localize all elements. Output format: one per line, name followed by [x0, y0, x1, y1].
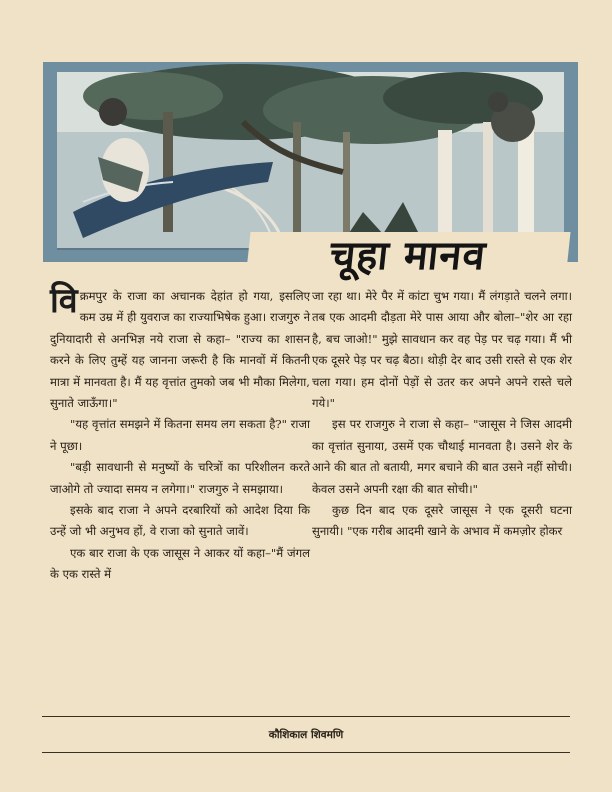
paragraph: विक्रमपुर के राजा का अचानक देहांत हो गया, इसलिए कम उम्र में ही युवराज का राज्याभिषेक हुआ। राजगुरु ने दुनियादारी से अनभिज्ञ नये राजा से कहा– "राज्य का शासन करने के लिए तुम्हें यह जानना जरूरी है कि मानवों में कितनी मात्रा में मानवता है। मैं यह वृत्तांत तुमको जब भी मौका मिलेगा, सुनाते जाऊँगा।": [50, 281, 310, 411]
footer-credit: कौशिकाल शिवमणि: [268, 729, 344, 741]
paragraph: कुछ दिन बाद एक दूसरे जासूस ने एक दूसरी घटना सुनायी। "एक गरीब आदमी खाने के अभाव में कमज़ोर होकर: [312, 503, 572, 539]
text-column-left: [50, 281, 310, 586]
paragraph: "बड़ी सावधानी से मनुष्यों के चरित्रों का परिशीलन करते जाओगे तो ज्यादा समय न लगेगा।" राजगुरु ने समझाया।: [50, 460, 310, 496]
paragraph: इसके बाद राजा ने अपने दरबारियों को आदेश दिया कि उन्हें जो भी अनुभव हों, वे राजा को सुनाते जावें।: [50, 503, 310, 539]
paragraph: "यह वृत्तांत समझने में कितना समय लग सकता है?" राजा ने पूछा।: [50, 417, 310, 453]
drop-cap: वि: [50, 281, 78, 321]
paragraph: जा रहा था। मेरे पैर में कांटा चुभ गया। मैं लंगड़ाते चलने लगा। तब एक आदमी दौड़ता मेरे पास आया और बोला–"शेर आ रहा है, बच जाओ!" मुझे सावधान कर वह पेड़ पर चढ़ गया। मैं भी एक दूसरे पेड़ पर चढ़ बैठा। थोड़ी देर बाद उसी रास्ते से एक शेर चला गया। हम दोनों पेड़ों से उतर कर अपने अपने रास्ते चले गये।": [312, 289, 572, 411]
divider: [42, 716, 570, 717]
paragraph: एक बार राजा के एक जासूस ने आकर यों कहा–"मैं जंगल के एक रास्ते में: [50, 545, 310, 582]
divider: [42, 752, 570, 753]
paragraph: इस पर राजगुरु ने राजा से कहा– "जासूस ने जिस आदमी का वृत्तांत सुनाया, उसमें एक चौथाई मानवता है। उसने शेर के आने की बात तो बतायी, मगर बचाने की बात उसने नहीं सोची। केवल उसने अपनी रक्षा की बात सोची।": [312, 417, 572, 496]
text-column-right: [312, 286, 572, 543]
story-title: चूहा मानव: [245, 232, 570, 280]
